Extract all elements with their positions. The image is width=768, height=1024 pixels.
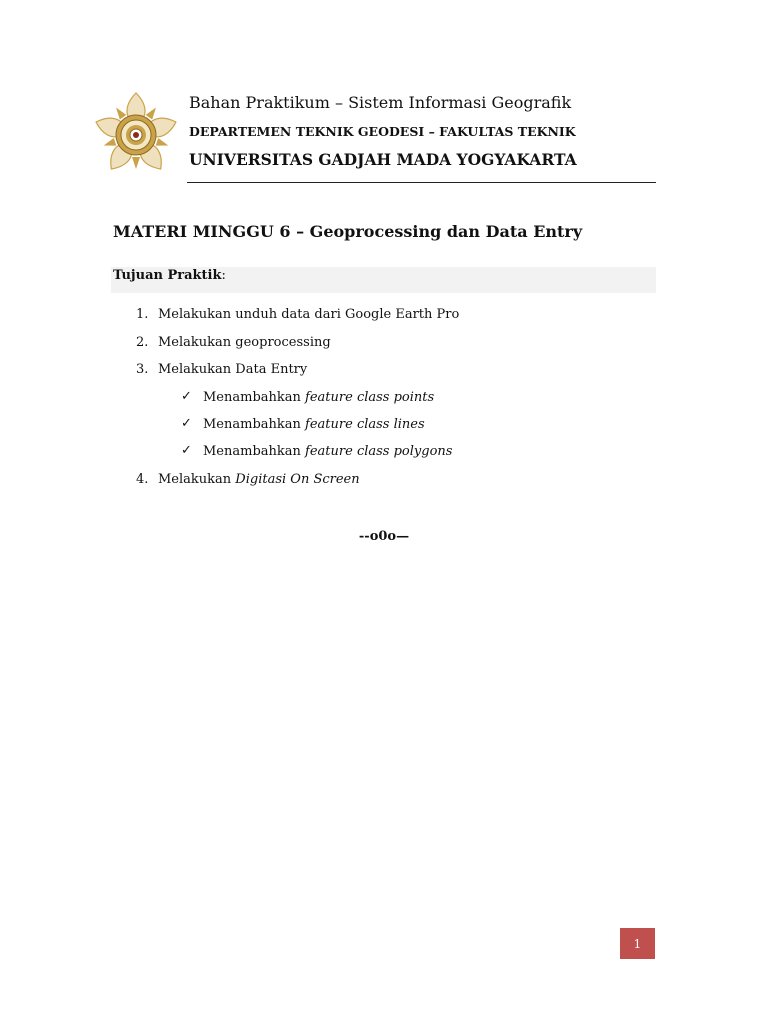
department-name: DEPARTEMEN TEKNIK GEODESI – FAKULTAS TEKNIK <box>189 124 576 139</box>
objectives-colon: : <box>221 268 226 283</box>
checkmark-icon: ✓ <box>181 389 192 404</box>
checkmark-icon: ✓ <box>181 443 192 458</box>
objectives-heading <box>113 268 226 283</box>
university-name: UNIVERSITAS GADJAH MADA YOGYAKARTA <box>189 150 577 169</box>
list-text: Melakukan Data Entry <box>158 362 308 377</box>
list-number: 1. <box>136 307 149 322</box>
header-divider <box>187 182 656 183</box>
course-title: Bahan Praktikum – Sistem Informasi Geografik <box>189 93 572 112</box>
list-number: 3. <box>136 362 149 377</box>
page-number-badge: 1 <box>620 928 655 959</box>
list-number: 2. <box>136 335 149 350</box>
list-text: Melakukan geoprocessing <box>158 335 331 350</box>
sub-list-text: Menambahkan feature class points <box>203 390 435 405</box>
list-number: 4. <box>136 472 149 487</box>
list-text: Melakukan unduh data dari Google Earth Pro <box>158 307 460 322</box>
sub-list-text: Menambahkan feature class lines <box>203 417 425 432</box>
objectives-label: Tujuan Praktik <box>113 268 222 283</box>
list-text: Melakukan Digitasi On Screen <box>158 472 360 487</box>
ugm-logo <box>93 91 179 179</box>
closing-mark: --o0o— <box>358 529 410 544</box>
sub-list-text: Menambahkan feature class polygons <box>203 444 453 459</box>
checkmark-icon: ✓ <box>181 416 192 431</box>
page-title: MATERI MINGGU 6 – Geoprocessing dan Data Entry <box>113 222 583 241</box>
